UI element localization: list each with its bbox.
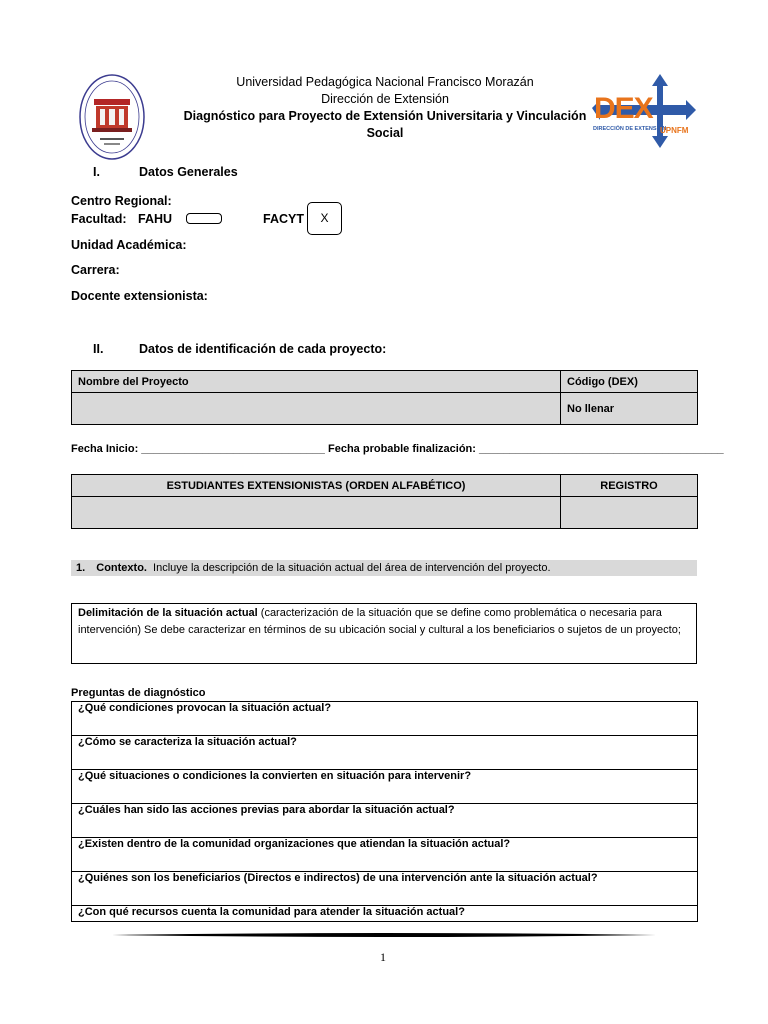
pregunta-row[interactable]: ¿Qué situaciones o condiciones la convierten en situación para intervenir? bbox=[72, 770, 698, 804]
facyt-checkbox[interactable] bbox=[307, 202, 342, 235]
dex-logo-subtitle: DIRECCIÓN DE EXTENSIÓN bbox=[593, 126, 667, 132]
header-direction: Dirección de Extensión bbox=[321, 92, 449, 106]
registro-cell[interactable] bbox=[561, 497, 698, 529]
header-university: Universidad Pedagógica Nacional Francisco Morazán bbox=[236, 75, 534, 89]
nombre-proyecto-header: Nombre del Proyecto bbox=[72, 371, 561, 393]
contexto-bar bbox=[71, 560, 697, 576]
pregunta-row[interactable]: ¿Existen dentro de la comunidad organizaciones que atiendan la situación actual? bbox=[72, 838, 698, 872]
delimitacion-box[interactable] bbox=[71, 603, 697, 664]
pregunta-row[interactable]: ¿Con qué recursos cuenta la comunidad para atender la situación actual? bbox=[72, 906, 698, 922]
section-1-title: Datos Generales bbox=[139, 165, 238, 179]
dex-logo-upnfm: UPNFM bbox=[660, 126, 689, 135]
preguntas-table bbox=[71, 701, 698, 922]
footer-divider bbox=[112, 931, 656, 939]
facultad-label: Facultad: bbox=[71, 212, 127, 226]
contexto-number: 1. bbox=[76, 562, 86, 574]
estudiantes-cell[interactable] bbox=[72, 497, 561, 529]
section-2-number: II. bbox=[93, 342, 104, 356]
university-seal-logo bbox=[78, 73, 146, 161]
dex-logo-text: DEX bbox=[594, 92, 653, 125]
page-number: 1 bbox=[380, 950, 386, 964]
pregunta-row[interactable]: ¿Cómo se caracteriza la situación actual? bbox=[72, 736, 698, 770]
document-header bbox=[150, 74, 620, 142]
preguntas-title: Preguntas de diagnóstico bbox=[71, 687, 206, 699]
contexto-desc: Incluye la descripción de la situación actual del área de intervención del proyecto. bbox=[153, 562, 551, 574]
nombre-proyecto-cell[interactable] bbox=[72, 393, 561, 425]
pregunta-row[interactable]: ¿Cuáles han sido las acciones previas para abordar la situación actual? bbox=[72, 804, 698, 838]
students-table bbox=[71, 474, 698, 529]
dex-logo bbox=[590, 72, 698, 150]
section-1-number: I. bbox=[93, 165, 100, 179]
section-2-title: Datos de identificación de cada proyecto: bbox=[139, 342, 387, 356]
estudiantes-header: ESTUDIANTES EXTENSIONISTAS (ORDEN ALFABÉTICO) bbox=[72, 475, 561, 497]
fahu-checkbox[interactable] bbox=[186, 213, 222, 224]
fecha-fin-field[interactable]: Fecha probable finalización: ________________________________________ bbox=[328, 443, 724, 455]
docente-label: Docente extensionista: bbox=[71, 289, 208, 303]
delimitacion-title: Delimitación de la situación actual bbox=[78, 607, 258, 619]
codigo-cell: No llenar bbox=[561, 393, 698, 425]
header-title-cont: Social bbox=[366, 126, 404, 140]
fahu-label: FAHU bbox=[138, 212, 173, 226]
project-table bbox=[71, 370, 698, 425]
facyt-label: FACYT bbox=[263, 212, 304, 226]
registro-header: REGISTRO bbox=[561, 475, 698, 497]
codigo-header: Código (DEX) bbox=[561, 371, 698, 393]
contexto-title: Contexto. bbox=[96, 562, 147, 574]
delimitacion-text: (caracterización de la situación que se define como problemática o necesaria para intervención) Se debe caracterizar en términos de su ubicación social y cultural a los beneficiarios o sujetos de un proyecto; bbox=[78, 607, 681, 636]
fecha-inicio-field[interactable]: Fecha Inicio: ______________________________ bbox=[71, 443, 325, 455]
header-title: Diagnóstico para Proyecto de Extensión Universitaria y Vinculación bbox=[183, 109, 587, 123]
unidad-academica-label: Unidad Académica: bbox=[71, 238, 187, 252]
facyt-check-mark: X bbox=[320, 211, 329, 225]
pregunta-row[interactable]: ¿Quiénes son los beneficiarios (Directos e indirectos) de una intervención ante la situación actual? bbox=[72, 872, 698, 906]
centro-regional-label: Centro Regional: bbox=[71, 194, 172, 208]
pregunta-row[interactable]: ¿Qué condiciones provocan la situación actual? bbox=[72, 702, 698, 736]
carrera-label: Carrera: bbox=[71, 263, 120, 277]
